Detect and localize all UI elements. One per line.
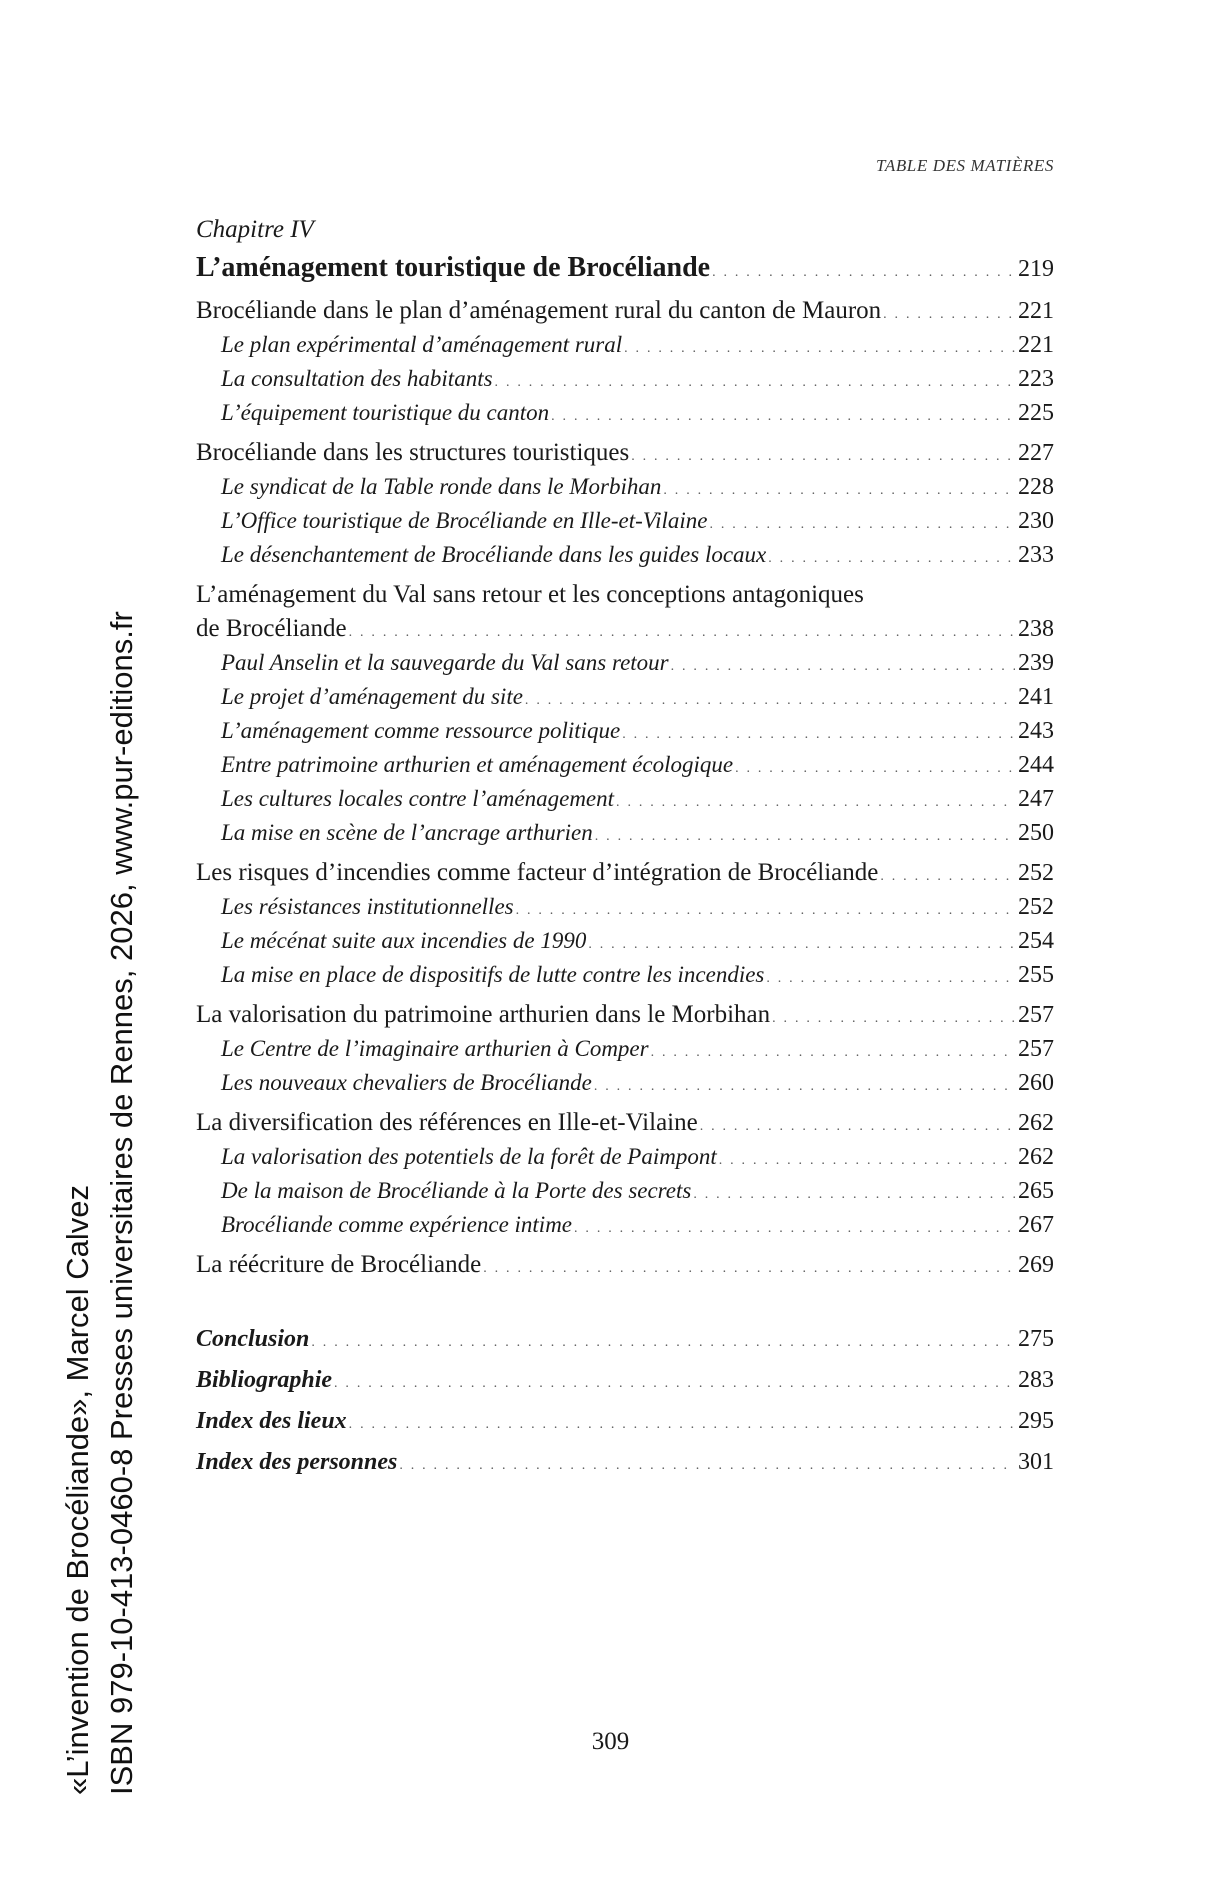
side-note-line-2: ISBN 979-10-413-0460-8 Presses universitaires de Rennes, 2026, www.pur-editions.fr xyxy=(104,611,139,1795)
subsection-title: Le syndicat de la Table ronde dans le Morbihan xyxy=(221,474,662,499)
page-folio: 309 xyxy=(591,1728,630,1755)
toc-subsection-entry xyxy=(196,714,1054,748)
section-title: La valorisation du patrimoine arthurien dans le Morbihan xyxy=(196,1001,771,1028)
dot-leader xyxy=(349,616,1015,650)
page-number: 244 xyxy=(1018,752,1054,778)
toc-back-matter-entry xyxy=(196,1363,1054,1397)
back-matter-title: Bibliographie xyxy=(196,1367,333,1393)
section-title-line1: L’aménagement du Val sans retour et les conceptions antagoniques xyxy=(196,581,864,608)
toc-subsection-entry xyxy=(196,680,1054,714)
subsection-title: Le mécénat suite aux incendies de 1990 xyxy=(221,928,587,953)
subsection-title: La consultation des habitants xyxy=(221,366,493,391)
dot-leader xyxy=(595,820,1015,854)
toc-subsection-entry xyxy=(196,1066,1054,1100)
subsection-title: L’équipement touristique du canton xyxy=(221,400,550,425)
dot-leader xyxy=(551,400,1015,434)
page-number: 267 xyxy=(1018,1212,1054,1238)
dot-leader xyxy=(616,786,1015,820)
page-number: 221 xyxy=(1018,298,1054,324)
chapter-title: L’aménagement touristique de Brocéliande xyxy=(196,252,711,283)
dot-leader xyxy=(399,1449,1015,1483)
table-of-contents xyxy=(196,212,1054,1479)
dot-leader xyxy=(334,1367,1015,1401)
page-number: 247 xyxy=(1018,786,1054,812)
toc-subsection-entry xyxy=(196,646,1054,680)
side-note-line-1: «L’invention de Brocéliande», Marcel Calvez xyxy=(60,1184,95,1795)
dot-leader xyxy=(709,508,1015,542)
page-number: 260 xyxy=(1018,1070,1054,1096)
dot-leader xyxy=(766,962,1015,996)
toc-subsection-entry xyxy=(196,396,1054,430)
chapter-label: Chapitre IV xyxy=(196,216,314,243)
toc-subsection-entry xyxy=(196,958,1054,992)
dot-leader xyxy=(483,1252,1015,1286)
subsection-title: L’aménagement comme ressource politique xyxy=(221,718,621,743)
toc-subsection-entry xyxy=(196,362,1054,396)
toc-subsection-entry xyxy=(196,816,1054,850)
toc-section-entry xyxy=(196,856,1054,890)
toc-section-entry xyxy=(196,998,1054,1032)
toc-subsection-entry xyxy=(196,1208,1054,1242)
toc-subsection-entry xyxy=(196,470,1054,504)
running-head: TABLE DES MATIÈRES xyxy=(876,156,1054,175)
dot-leader xyxy=(671,650,1015,684)
subsection-title: Le Centre de l’imaginaire arthurien à Comper xyxy=(221,1036,649,1061)
subsection-title: Le projet d’aménagement du site xyxy=(221,684,523,709)
subsection-title: Les cultures locales contre l’aménagement xyxy=(221,786,615,811)
toc-section-entry xyxy=(196,294,1054,328)
toc-section-entry xyxy=(196,436,1054,470)
section-title: Brocéliande dans les structures touristiques xyxy=(196,439,630,466)
page-number: 257 xyxy=(1018,1036,1054,1062)
subsection-title: De la maison de Brocéliande à la Porte des secrets xyxy=(221,1178,692,1203)
chapter-title-entry xyxy=(196,248,1054,288)
page-number: 239 xyxy=(1018,650,1054,676)
dot-leader xyxy=(574,1212,1015,1246)
toc-section-entry xyxy=(196,612,1054,646)
page-number: 223 xyxy=(1018,366,1054,392)
dot-leader xyxy=(651,1036,1015,1070)
subsection-title: Les résistances institutionnelles xyxy=(221,894,514,919)
dot-leader xyxy=(622,718,1015,752)
dot-leader xyxy=(525,684,1015,718)
dot-leader xyxy=(735,752,1015,786)
dot-leader xyxy=(772,1002,1015,1036)
page-number: 252 xyxy=(1018,860,1054,886)
dot-leader xyxy=(768,542,1015,576)
page-number: 219 xyxy=(1018,256,1054,282)
section-title: La réécriture de Brocéliande xyxy=(196,1251,482,1278)
section-title: Les risques d’incendies comme facteur d’intégration de Brocéliande xyxy=(196,859,879,886)
section-title: Brocéliande dans le plan d’aménagement rural du canton de Mauron xyxy=(196,297,882,324)
page-number: 257 xyxy=(1018,1002,1054,1028)
page-number: 262 xyxy=(1018,1144,1054,1170)
dot-leader xyxy=(663,474,1015,508)
subsection-title: Entre patrimoine arthurien et aménagement écologique xyxy=(221,752,734,777)
subsection-title: La valorisation des potentiels de la forêt de Paimpont xyxy=(221,1144,717,1169)
subsection-title: Brocéliande comme expérience intime xyxy=(221,1212,573,1237)
back-matter-title: Index des personnes xyxy=(196,1449,398,1475)
dot-leader xyxy=(516,894,1015,928)
back-matter-title: Index des lieux xyxy=(196,1408,347,1434)
toc-subsection-entry xyxy=(196,924,1054,958)
dot-leader xyxy=(712,253,1015,293)
dot-leader xyxy=(631,440,1015,474)
dot-leader xyxy=(624,332,1015,366)
dot-leader xyxy=(883,298,1015,332)
subsection-title: La mise en place de dispositifs de lutte contre les incendies xyxy=(221,962,765,987)
toc-subsection-entry xyxy=(196,504,1054,538)
page-number: 250 xyxy=(1018,820,1054,846)
page-number: 283 xyxy=(1018,1367,1054,1393)
toc-back-matter-entry xyxy=(196,1445,1054,1479)
page-number: 227 xyxy=(1018,440,1054,466)
page-number: 230 xyxy=(1018,508,1054,534)
section-title-line2: de Brocéliande xyxy=(196,615,347,642)
dot-leader xyxy=(311,1326,1015,1360)
page-number: 221 xyxy=(1018,332,1054,358)
subsection-title: Paul Anselin et la sauvegarde du Val sans retour xyxy=(221,650,669,675)
toc-section-entry xyxy=(196,1248,1054,1282)
page-number: 233 xyxy=(1018,542,1054,568)
toc-subsection-entry xyxy=(196,1140,1054,1174)
dot-leader xyxy=(719,1144,1015,1178)
dot-leader xyxy=(594,1070,1015,1104)
page-number: 255 xyxy=(1018,962,1054,988)
subsection-title: L’Office touristique de Brocéliande en Ille-et-Vilaine xyxy=(221,508,708,533)
toc-subsection-entry xyxy=(196,782,1054,816)
page-number: 295 xyxy=(1018,1408,1054,1434)
toc-back-matter-entry xyxy=(196,1322,1054,1356)
dot-leader xyxy=(880,860,1015,894)
page-number: 238 xyxy=(1018,616,1054,642)
page-number: 269 xyxy=(1018,1252,1054,1278)
page-number: 225 xyxy=(1018,400,1054,426)
dot-leader xyxy=(349,1408,1015,1442)
toc-subsection-entry xyxy=(196,748,1054,782)
toc-subsection-entry xyxy=(196,1174,1054,1208)
toc-subsection-entry xyxy=(196,538,1054,572)
dot-leader xyxy=(700,1110,1015,1144)
toc-section-entry xyxy=(196,1106,1054,1140)
subsection-title: La mise en scène de l’ancrage arthurien xyxy=(221,820,593,845)
page-number: 265 xyxy=(1018,1178,1054,1204)
page-number: 262 xyxy=(1018,1110,1054,1136)
dot-leader xyxy=(588,928,1015,962)
toc-subsection-entry xyxy=(196,890,1054,924)
page-number: 301 xyxy=(1018,1449,1054,1475)
page-number: 241 xyxy=(1018,684,1054,710)
page-number: 275 xyxy=(1018,1326,1054,1352)
back-matter-title: Conclusion xyxy=(196,1326,310,1352)
toc-subsection-entry xyxy=(196,1032,1054,1066)
page-number: 254 xyxy=(1018,928,1054,954)
dot-leader xyxy=(693,1178,1015,1212)
page-number: 243 xyxy=(1018,718,1054,744)
side-copyright-note xyxy=(56,611,148,1795)
toc-back-matter-entry xyxy=(196,1404,1054,1438)
page-number: 228 xyxy=(1018,474,1054,500)
subsection-title: Le désenchantement de Brocéliande dans les guides locaux xyxy=(221,542,767,567)
page-number: 252 xyxy=(1018,894,1054,920)
section-title: La diversification des références en Ille-et-Vilaine xyxy=(196,1109,698,1136)
subsection-title: Les nouveaux chevaliers de Brocéliande xyxy=(221,1070,592,1095)
subsection-title: Le plan expérimental d’aménagement rural xyxy=(221,332,623,357)
dot-leader xyxy=(495,366,1015,400)
toc-subsection-entry xyxy=(196,328,1054,362)
